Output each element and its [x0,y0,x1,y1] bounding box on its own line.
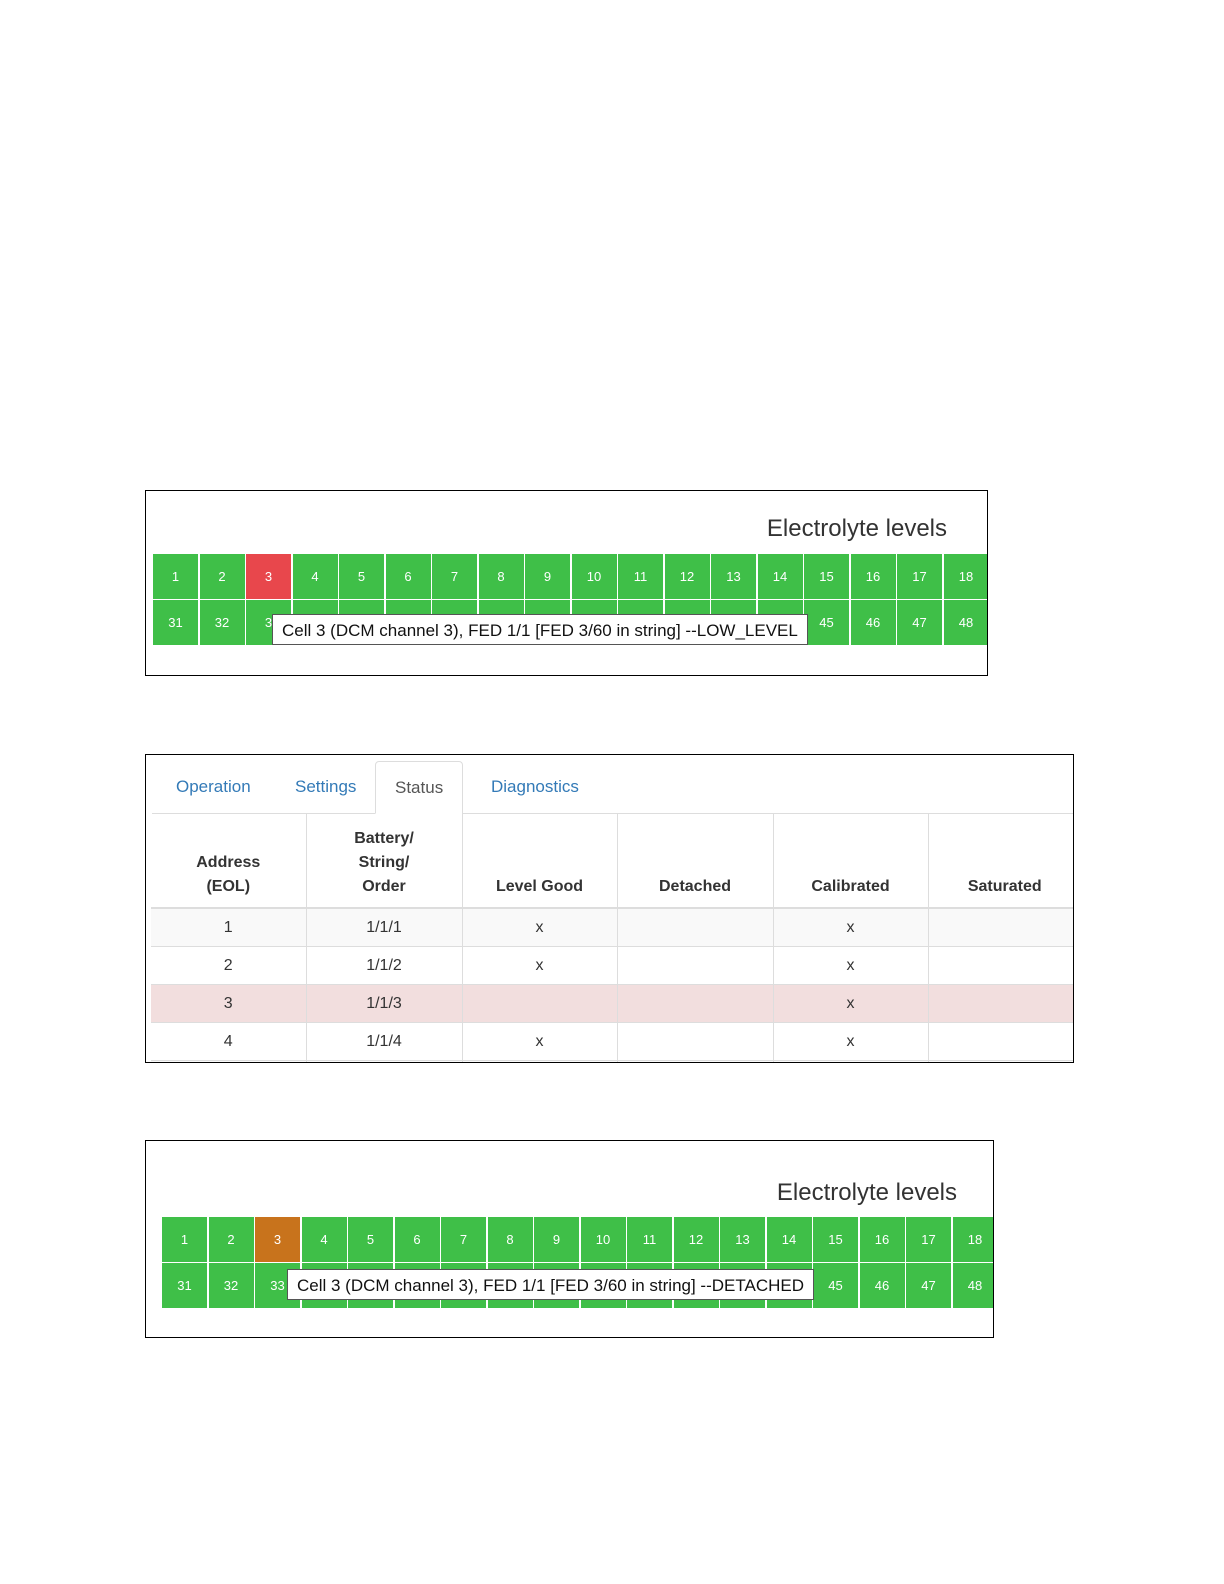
electrolyte-levels-title: Electrolyte levels [776,1179,957,1206]
cell-row-top [162,1217,994,1262]
table-row[interactable] [151,908,1074,947]
cell-calibrated: x [773,985,928,1023]
battery-cell[interactable]: 47 [897,600,942,645]
battery-cell[interactable]: 16 [860,1217,905,1262]
battery-cell[interactable]: 10 [581,1217,626,1262]
cell-level-good [462,985,617,1023]
cell-calibrated [773,1061,928,1064]
battery-cell[interactable]: 46 [851,600,896,645]
electrolyte-panel-low-level [145,490,988,676]
battery-cell[interactable]: 31 [162,1263,207,1308]
tab-bar [152,755,1073,814]
battery-cell[interactable]: 15 [813,1217,858,1262]
cell-saturated [928,985,1074,1023]
cell-level-good [462,1061,617,1064]
cell-saturated [928,908,1074,947]
battery-cell[interactable]: 12 [674,1217,719,1262]
battery-cell[interactable]: 13 [720,1217,765,1262]
cell-saturated [928,1023,1074,1061]
cell-order: 1/1/1 [306,908,462,947]
battery-cell[interactable]: 8 [488,1217,533,1262]
cell-order: 1/1/2 [306,947,462,985]
cell-saturated [928,947,1074,985]
battery-cell[interactable]: 4 [302,1217,347,1262]
cell-address [151,1061,306,1064]
battery-cell[interactable]: 9 [525,554,570,599]
cell-calibrated: x [773,947,928,985]
battery-cell[interactable]: 47 [906,1263,951,1308]
battery-cell[interactable]: 5 [348,1217,393,1262]
cell-calibrated: x [773,908,928,947]
table-row[interactable] [151,1061,1074,1064]
cell-calibrated: x [773,1023,928,1061]
battery-cell[interactable]: 48 [953,1263,995,1308]
battery-cell[interactable]: 3 [246,554,291,599]
battery-cell[interactable]: 33 [255,1263,300,1308]
tab-status[interactable]: Status [375,761,463,814]
table-row[interactable] [151,947,1074,985]
column-header-address[interactable]: Address (EOL) [151,813,306,908]
cell-tooltip: Cell 3 (DCM channel 3), FED 1/1 [FED 3/60 in string] --DETACHED [287,1269,814,1300]
column-header-order[interactable]: Battery/ String/ Order [306,813,462,908]
cell-detached [617,985,773,1023]
status-panel [145,754,1074,1063]
tab-diagnostics[interactable]: Diagnostics [491,777,579,796]
electrolyte-levels-title: Electrolyte levels [766,515,947,542]
cell-detached [617,1061,773,1064]
battery-cell[interactable]: 2 [200,554,245,599]
column-header-level-good[interactable]: Level Good [462,813,617,908]
battery-cell[interactable]: 14 [767,1217,812,1262]
battery-cell[interactable]: 45 [813,1263,858,1308]
cell-detached [617,908,773,947]
battery-cell[interactable]: 12 [665,554,710,599]
battery-cell[interactable]: 46 [860,1263,905,1308]
cell-address: 3 [151,985,306,1023]
cell-level-good: x [462,908,617,947]
battery-cell[interactable]: 3 [246,600,291,645]
battery-cell[interactable]: 7 [441,1217,486,1262]
battery-cell[interactable]: 31 [153,600,198,645]
battery-cell[interactable]: 48 [944,600,989,645]
battery-cell[interactable]: 45 [804,600,849,645]
battery-cell[interactable]: 32 [209,1263,254,1308]
battery-cell[interactable]: 2 [209,1217,254,1262]
table-header-row [151,813,1074,908]
cell-order: 1/1/4 [306,1023,462,1061]
cell-saturated [928,1061,1074,1064]
cell-address: 2 [151,947,306,985]
battery-cell[interactable]: 5 [339,554,384,599]
battery-cell[interactable]: 14 [758,554,803,599]
battery-cell[interactable]: 11 [627,1217,672,1262]
table-row[interactable] [151,1023,1074,1061]
battery-cell[interactable]: 7 [432,554,477,599]
battery-cell[interactable]: 13 [711,554,756,599]
cell-detached [617,947,773,985]
column-header-calibrated[interactable]: Calibrated [773,813,928,908]
battery-cell[interactable]: 15 [804,554,849,599]
electrolyte-panel-detached [145,1140,994,1338]
battery-cell[interactable]: 17 [897,554,942,599]
battery-cell[interactable]: 17 [906,1217,951,1262]
battery-cell[interactable]: 32 [200,600,245,645]
cell-detached [617,1023,773,1061]
cell-order [306,1061,462,1064]
battery-cell[interactable]: 18 [944,554,989,599]
tab-operation[interactable]: Operation [176,777,251,796]
cell-row-top [153,554,988,599]
cell-address: 4 [151,1023,306,1061]
status-table [151,813,1074,1063]
table-row[interactable] [151,985,1074,1023]
battery-cell[interactable]: 3 [255,1217,300,1262]
cell-tooltip: Cell 3 (DCM channel 3), FED 1/1 [FED 3/60 in string] --LOW_LEVEL [272,614,808,645]
battery-cell[interactable]: 1 [153,554,198,599]
column-header-detached[interactable]: Detached [617,813,773,908]
column-header-saturated[interactable]: Saturated [928,813,1074,908]
cell-level-good: x [462,947,617,985]
cell-level-good: x [462,1023,617,1061]
battery-cell[interactable]: 6 [395,1217,440,1262]
battery-cell[interactable]: 18 [953,1217,995,1262]
battery-cell[interactable]: 11 [618,554,663,599]
cell-order: 1/1/3 [306,985,462,1023]
battery-cell[interactable]: 16 [851,554,896,599]
status-table-body [151,908,1074,1063]
tab-settings[interactable]: Settings [295,777,357,796]
battery-cell[interactable]: 9 [534,1217,579,1262]
battery-cell[interactable]: 4 [293,554,338,599]
battery-cell[interactable]: 10 [572,554,617,599]
battery-cell[interactable]: 8 [479,554,524,599]
battery-cell[interactable]: 1 [162,1217,207,1262]
battery-cell[interactable]: 6 [386,554,431,599]
cell-address: 1 [151,908,306,947]
